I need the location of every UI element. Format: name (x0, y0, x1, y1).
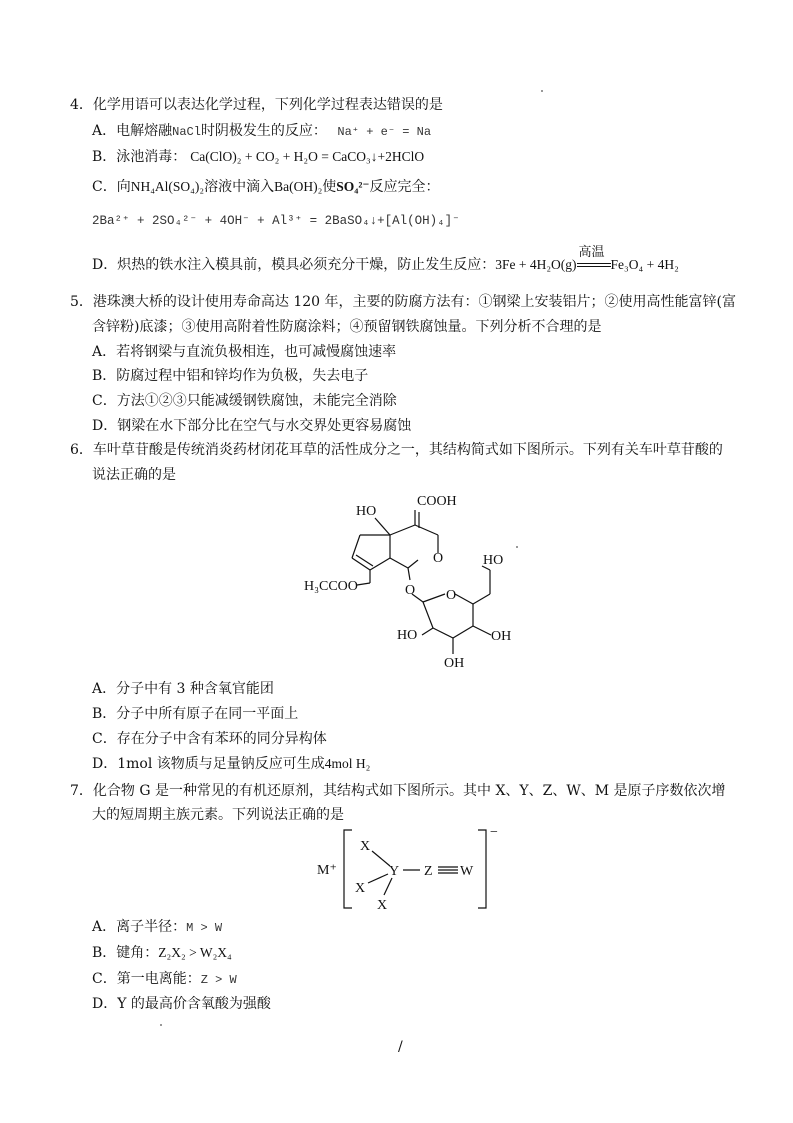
q4-c-formula-1: NH₄Al(SO₄)₂ (130, 179, 205, 194)
q4-c-mid-2: 使 (322, 179, 337, 195)
q6-option-a: A．分子中有 3 种含氧官能团 (92, 681, 274, 697)
q7-stem-line-2: 大的短周期主族元素。下列说法正确的是 (92, 807, 344, 823)
q4-a-equation: Na⁺ + e⁻ = Na (337, 125, 432, 139)
q4-c-formula-2: Ba(OH)₂ (274, 179, 323, 194)
q6-d-formula: 4mol H₂ (324, 756, 371, 771)
q6-stem-line-1: 6．车叶草苷酸是传统消炎药材闭花耳草的活性成分之一，其结构简式如下图所示。下列有关车叶草苷酸的 (70, 442, 723, 458)
q4-a-mid: 时阴极发生的反应： (200, 123, 327, 139)
q5-stem-line-2: 含锌粉)底漆；③使用高附着性防腐涂料；④预留钢铁腐蚀量。下列分析不合理的是 (92, 319, 602, 335)
q7-c-value: Z > W (200, 973, 237, 987)
q4-option-a (92, 122, 431, 141)
q7-x3-label: X (377, 898, 388, 913)
q4-c-mid-1: 溶液中滴入 (204, 179, 275, 195)
q5-option-a: A．若将钢梁与直流负极相连，也可减慢腐蚀速率 (92, 344, 397, 360)
q4-d-eq-left: 3Fe + 4H₂O(g) (495, 257, 577, 272)
page-mark: / (398, 1039, 403, 1055)
q4-option-d (92, 245, 679, 274)
q4-b-label: B．泳池消毒： (92, 149, 187, 165)
q6-link-oxygen-label: O (405, 583, 416, 598)
q4-d-label: D．炽热的铁水注入模具前，模具必须充分干燥，防止发生反应： (92, 257, 496, 273)
scan-speck (160, 1024, 162, 1026)
q6-d-text: D．1mol 该物质与足量钠反应可生成 (92, 756, 325, 772)
q6-structure-diagram (295, 488, 535, 673)
q7-option-b (92, 944, 232, 962)
q6-option-b: B．分子中所有原子在同一平面上 (92, 706, 299, 722)
q4-option-b (92, 148, 424, 166)
q6-oh-bottom-label: OH (444, 656, 465, 671)
q4-d-eq-right: Fe₃O₄ + 4H₂ (610, 257, 679, 272)
q7-x2-label: X (355, 881, 366, 896)
q7-structure-diagram (310, 822, 510, 914)
q6-ch2oh-label: HO (483, 553, 504, 568)
q7-b-value: Z₂X₂ > W₂X₄ (158, 945, 232, 960)
scan-speck (516, 546, 518, 548)
q4-a-nacl: NaCl (172, 125, 201, 139)
q4-c-equation: 2Ba²⁺ + 2SO₄²⁻ + 4OH⁻ + Al³⁺ = 2BaSO₄↓+[Al(OH)₄]⁻ (92, 214, 460, 228)
q4-d-condition: 高温 (578, 245, 605, 260)
q5-stem-line-1: 5．港珠澳大桥的设计使用寿命高达 120 年，主要的防腐方法有：①钢梁上安装铝片；②使用高性能富锌(富 (70, 294, 736, 310)
scan-speck (541, 90, 543, 92)
q6-sugar-oxygen-label: O (446, 588, 457, 603)
q7-cation-label: M⁺ (317, 863, 337, 878)
q7-z-label: Z (424, 864, 433, 879)
q6-ho-top-label: HO (356, 504, 377, 519)
q4-option-c (92, 178, 440, 196)
q6-option-d (92, 755, 370, 773)
q6-ring-oxygen-label: O (433, 551, 444, 566)
q5-option-c: C．方法①②③只能减缓钢铁腐蚀，未能完全消除 (92, 393, 397, 409)
q4-stem: 4．化学用语可以表达化学过程，下列化学过程表达错误的是 (70, 97, 443, 113)
q4-b-equation: Ca(ClO)₂ + CO₂ + H₂O = CaCO₃↓+2HClO (190, 149, 425, 164)
q7-a-value: M > W (186, 921, 223, 935)
q7-a-label: A．离子半径： (92, 919, 187, 935)
q5-option-d: D．钢梁在水下部分比在空气与水交界处更容易腐蚀 (92, 418, 412, 434)
q7-x1-label: X (360, 839, 371, 854)
q4-a-label: A．电解熔融 (92, 123, 173, 139)
q7-option-c (92, 970, 237, 989)
q7-option-d: D．Y 的最高价含氧酸为强酸 (92, 996, 271, 1012)
q6-stem-line-2: 说法正确的是 (92, 467, 176, 483)
q6-option-c: C．存在分子中含有苯环的同分异构体 (92, 731, 327, 747)
q7-b-label: B．键角： (92, 945, 159, 961)
q7-stem-line-1: 7．化合物 G 是一种常见的有机还原剂，其结构式如下图所示。其中 X、Y、Z、W、M 是原子序数依次增 (70, 783, 726, 799)
q7-charge-label: − (490, 825, 498, 840)
q5-option-b: B．防腐过程中铝和锌均作为负极，失去电子 (92, 368, 369, 384)
q4-c-label: C．向 (92, 179, 131, 195)
q7-w-label: W (460, 864, 474, 879)
q6-oh-right-label: OH (491, 629, 512, 644)
q6-acetyl-label: H₃CCOO (304, 579, 358, 594)
q4-c-formula-3: SO₄²⁻ (336, 179, 370, 194)
q7-option-a (92, 918, 222, 937)
q4-c-tail: 反应完全： (369, 179, 440, 195)
q6-oh-left-label: HO (397, 628, 418, 643)
q7-c-label: C．第一电离能： (92, 971, 201, 987)
q4-d-condition-arrow (577, 245, 611, 274)
q6-cooh-label: COOH (417, 494, 457, 509)
q7-y-label: Y (389, 864, 400, 879)
